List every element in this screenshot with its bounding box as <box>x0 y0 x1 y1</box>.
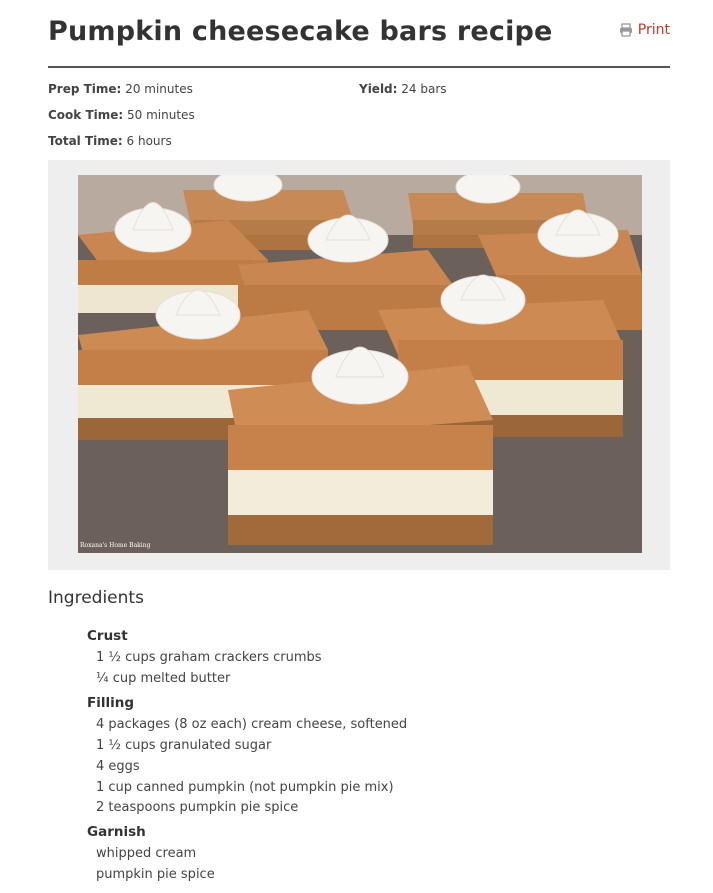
ingredient-group-filling: Filling <box>87 695 135 711</box>
cook-time <box>48 108 195 122</box>
ingredient-item: 2 teaspoons pumpkin pie spice <box>96 800 299 815</box>
ingredients-heading: Ingredients <box>48 588 144 608</box>
printer-icon <box>619 23 633 37</box>
photo-credit: Roxana's Home Baking <box>80 542 151 549</box>
ingredient-item: whipped cream <box>96 846 197 861</box>
pumpkin-bars-illustration <box>78 175 642 553</box>
cook-time-label: Cook Time: <box>48 108 124 122</box>
ingredient-item: ¼ cup melted butter <box>96 671 231 686</box>
ingredient-item: pumpkin pie spice <box>96 867 215 882</box>
ingredient-item: 4 packages (8 oz each) cream cheese, softened <box>96 717 408 732</box>
prep-time <box>48 82 193 96</box>
yield-value: 24 bars <box>401 82 447 96</box>
ingredient-item: 1 ½ cups granulated sugar <box>96 738 272 753</box>
total-time-label: Total Time: <box>48 134 123 148</box>
ingredient-group-garnish: Garnish <box>87 824 146 840</box>
total-time <box>48 134 172 148</box>
print-button[interactable] <box>619 22 670 38</box>
ingredient-group-crust: Crust <box>87 628 128 644</box>
title-divider <box>48 66 670 68</box>
recipe-photo <box>78 175 642 553</box>
recipe-title: Pumpkin cheesecake bars recipe <box>48 16 553 47</box>
prep-time-label: Prep Time: <box>48 82 122 96</box>
print-label[interactable]: Print <box>637 22 670 38</box>
total-time-value: 6 hours <box>126 134 172 148</box>
ingredient-item: 1 ½ cups graham crackers crumbs <box>96 650 322 665</box>
ingredient-item: 4 eggs <box>96 759 140 774</box>
cook-time-value: 50 minutes <box>127 108 195 122</box>
yield <box>359 82 447 96</box>
ingredient-item: 1 cup canned pumpkin (not pumpkin pie mix) <box>96 780 394 795</box>
yield-label: Yield: <box>359 82 398 96</box>
prep-time-value: 20 minutes <box>125 82 193 96</box>
